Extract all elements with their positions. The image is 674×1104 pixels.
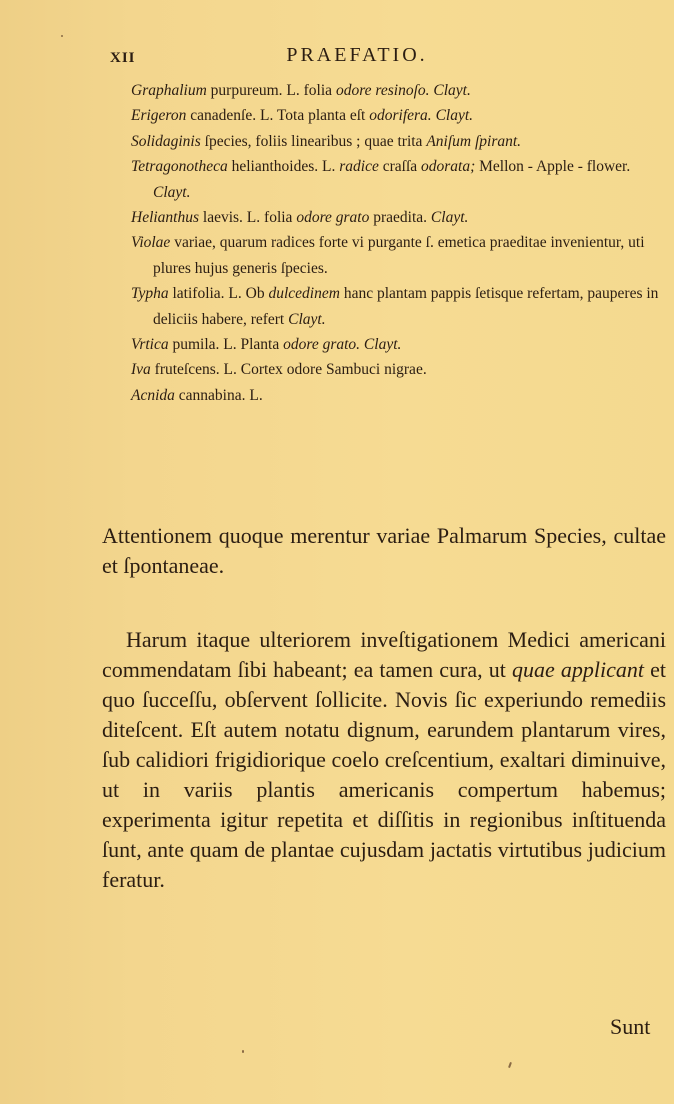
plant-entry bbox=[131, 103, 666, 128]
italic-text: Tetragonotheca bbox=[131, 158, 228, 176]
italic-text: Helianthus bbox=[131, 209, 200, 227]
roman-text: pumila. L. Planta bbox=[168, 336, 284, 354]
roman-text: cannabina. L. bbox=[174, 386, 263, 404]
italic-text: odore grato bbox=[296, 209, 370, 227]
plant-entry bbox=[131, 383, 666, 408]
catchword: Sunt bbox=[610, 1014, 651, 1039]
italic-text: Erigeron bbox=[131, 107, 187, 125]
italic-text: Violae bbox=[131, 234, 171, 252]
paper-speck bbox=[508, 1062, 512, 1068]
plant-entry bbox=[131, 78, 666, 103]
italic-text: Solidaginis bbox=[131, 132, 201, 150]
italic-text: odorata; bbox=[421, 158, 476, 176]
roman-text: variae, quarum radices forte vi purgante ſ. emetica praeditae invenientur, uti plures hujus generis ſpecies. bbox=[153, 234, 645, 277]
roman-text: praedita. bbox=[369, 209, 431, 227]
italic-text: Iva bbox=[131, 361, 151, 379]
paper-speck bbox=[242, 1050, 244, 1053]
running-title: PRAEFATIO. bbox=[286, 44, 428, 66]
italic-text: Vrtica bbox=[131, 336, 169, 354]
plant-list bbox=[131, 78, 666, 408]
italic-text: Graphalium bbox=[131, 82, 207, 99]
plant-entry bbox=[131, 281, 666, 332]
roman-text: canadenſe. L. Tota planta eſt bbox=[186, 107, 370, 125]
roman-text: helianthoides. L. bbox=[227, 158, 340, 176]
plant-entry bbox=[131, 230, 666, 281]
italic-text: Clayt. bbox=[363, 336, 402, 354]
roman-text: laevis. L. folia bbox=[199, 209, 297, 227]
italic-text: Typha bbox=[131, 285, 169, 303]
italic-text: radice bbox=[339, 158, 379, 176]
paragraph-palmarum: Attentionem quoque merentur variae Palmarum Species, cultae et ſpontaneae. bbox=[102, 523, 666, 578]
roman-text: purpureum. L. folia bbox=[206, 82, 336, 99]
italic-text: dulcedinem bbox=[268, 285, 340, 303]
italic-text: Clayt. bbox=[153, 183, 191, 201]
italic-text: Clayt. bbox=[435, 107, 474, 125]
italic-text: odore resinoſo. bbox=[335, 82, 430, 99]
paragraph-text-before: Harum itaque ulteriorem inveſtigationem Medici americani commendatam ſibi habeant; ea tamen cura, ut bbox=[102, 627, 666, 682]
plant-entry bbox=[131, 129, 666, 154]
italic-text: odore grato. bbox=[283, 336, 361, 354]
page-number: XII bbox=[110, 50, 136, 66]
plant-entry bbox=[131, 332, 666, 357]
paragraph-text-italic: quae applicant bbox=[511, 657, 644, 682]
plant-entry bbox=[131, 154, 666, 205]
italic-text: odorifera. bbox=[369, 107, 432, 125]
italic-text: Clayt. bbox=[433, 82, 471, 99]
italic-text: Clayt. bbox=[288, 310, 326, 328]
plant-entry bbox=[131, 357, 666, 382]
paper-speck bbox=[61, 35, 63, 37]
roman-text: craſſa bbox=[378, 158, 422, 176]
paragraph-text-after: et quo ſucceſſu, obſervent ſollicite. Novis ſic experiundo remediis diteſcent. Eſt autem notatu dignum, earundem plantarum vires, ſub calidiori frigidiorique coelo creſcentium, exaltari diminuive, ut in variis plantis americanis compertum habemus; experimenta igitur repetita et diſſitis in regionibus inſtituenda ſunt, ante quam de plantae cujusdam jactatis virtutibus judicium feratur. bbox=[102, 657, 666, 892]
roman-text: fruteſcens. L. Cortex odore Sambuci nigrae. bbox=[150, 361, 427, 379]
plant-entry bbox=[131, 205, 666, 230]
roman-text: latifolia. L. Ob bbox=[168, 285, 269, 303]
italic-text: Aniſum ſpirant. bbox=[426, 132, 522, 150]
paragraph-investigation bbox=[102, 625, 666, 895]
italic-text: Clayt. bbox=[430, 209, 469, 227]
roman-text: hanc plantam pappis ſetisque refertam, pauperes in deliciis habere, refert bbox=[153, 285, 659, 328]
italic-text: Acnida bbox=[131, 386, 175, 404]
roman-text: Mellon - Apple - flower. bbox=[475, 158, 631, 176]
roman-text: ſpecies, foliis linearibus ; quae trita bbox=[200, 132, 427, 150]
